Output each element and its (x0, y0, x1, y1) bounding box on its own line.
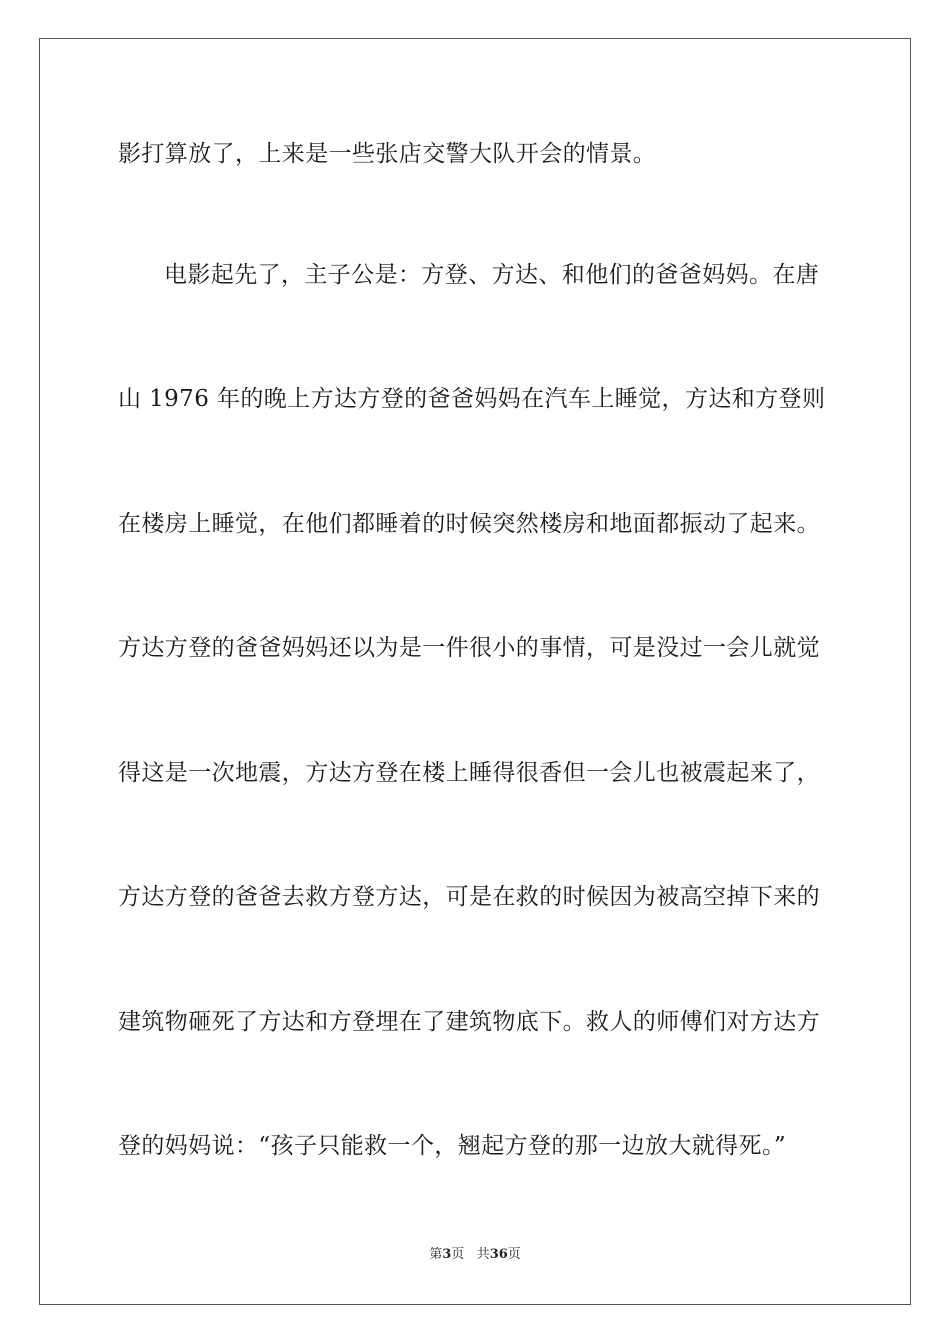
footer-total-prefix: 共 (476, 1247, 490, 1262)
footer-page-number: 3 (442, 1247, 452, 1262)
text-line-2: 电影起先了，主子公是：方登、方达、和他们的爸爸妈妈。在唐 (164, 262, 820, 288)
page-border (39, 38, 911, 1305)
footer-page-prefix: 第 (429, 1247, 443, 1262)
text-line-9: 登的妈妈说：“孩子只能救一个，翘起方登的那一边放大就得死。” (118, 1133, 787, 1159)
text-line-1: 影打算放了，上来是一些张店交警大队开会的情景。 (118, 141, 657, 167)
text-line-8: 建筑物砸死了方达和方登埋在了建筑物底下。救人的师傅们对方达方 (118, 1009, 820, 1035)
text-line-5: 方达方登的爸爸妈妈还以为是一件很小的事情，可是没过一会儿就觉 (118, 635, 820, 661)
page-footer (0, 1246, 950, 1264)
text-line-3: 山 1976 年的晚上方达方登的爸爸妈妈在汽车上睡觉，方达和方登则 (118, 386, 826, 412)
footer-total-pages: 36 (489, 1247, 508, 1262)
footer-page-suffix: 页 (451, 1247, 465, 1262)
text-line-4: 在楼房上睡觉，在他们都睡着的时候突然楼房和地面都振动了起来。 (118, 511, 820, 537)
text-line-6: 得这是一次地震，方达方登在楼上睡得很香但一会儿也被震起来了， (118, 760, 820, 786)
footer-total-suffix: 页 (507, 1247, 521, 1262)
text-line-7: 方达方登的爸爸去救方登方达，可是在救的时候因为被高空掉下来的 (118, 884, 820, 910)
